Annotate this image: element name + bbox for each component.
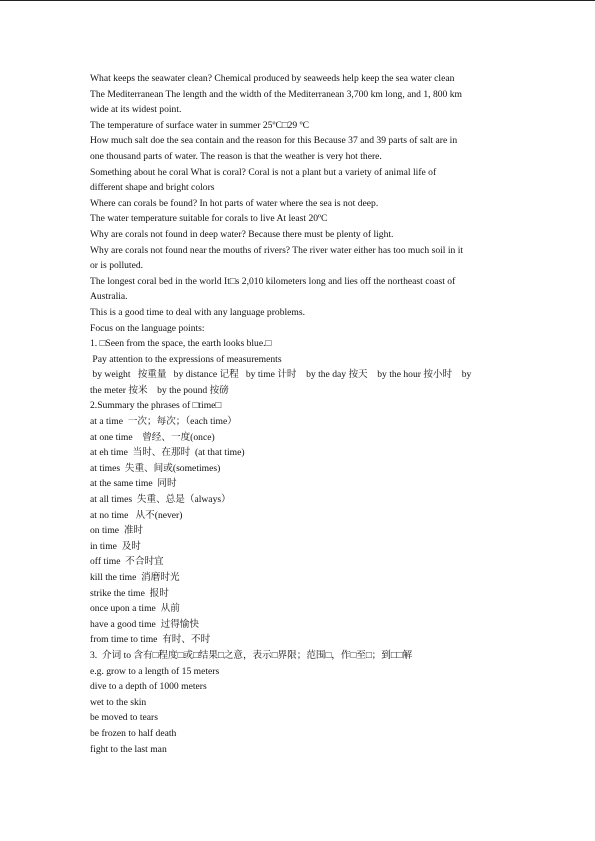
document-body — [90, 71, 506, 757]
text-line: Australia. — [90, 291, 128, 303]
text-line: from time to time 有时、不时 — [90, 634, 211, 646]
text-line: The temperature of surface water in summer 25ºC□29 ºC — [90, 119, 310, 131]
text-line: The water temperature suitable for corals to live At least 20ºC — [90, 213, 328, 225]
text-line: at all times 失重、总是（always） — [90, 494, 231, 506]
text-line: wet to the skin — [90, 696, 147, 708]
text-line: 3. 介词 to 含有□程度□或□结果□之意，表示□界限；范围□，作□至□；到□□解 — [90, 649, 413, 661]
text-line: Pay attention to the expressions of measurements — [90, 353, 282, 365]
text-line: Why are corals not found in deep water? Because there must be plenty of light. — [90, 228, 394, 240]
text-line: The Mediterranean The length and the width of the Mediterranean 3,700 km long, and 1, 800 km — [90, 88, 463, 100]
text-line: 2.Summary the phrases of □time□ — [90, 400, 222, 412]
text-line: wide at its widest point. — [90, 104, 182, 116]
text-line: What keeps the seawater clean? Chemical produced by seaweeds help keep the sea water clean — [90, 73, 455, 84]
text-line: the meter 按米 by the pound 按磅 — [90, 384, 229, 396]
text-line: once upon a time 从前 — [90, 603, 180, 615]
text-line: off time 不合时宜 — [90, 556, 164, 568]
text-line: The longest coral bed in the world It□s 2,010 kilometers long and lies off the northeast coast of — [90, 275, 456, 287]
text-line: be frozen to half death — [90, 727, 177, 739]
text-line: at the same time 同时 — [90, 478, 177, 490]
text-line: e.g. grow to a length of 15 meters — [90, 665, 220, 677]
text-line: one thousand parts of water. The reason is that the weather is very hot there. — [90, 150, 382, 162]
text-line: or is polluted. — [90, 260, 144, 272]
text-line: dive to a depth of 1000 meters — [90, 681, 207, 693]
text-line: at eh time 当时、在那时 (at that time) — [90, 447, 245, 459]
text-line: How much salt doe the sea contain and the reason for this Because 37 and 39 parts of salt are in — [90, 135, 458, 147]
text-line: in time 及时 — [90, 540, 141, 552]
text-line: by weight 按重量 by distance 记程 by time 计时 by the day 按天 by the hour 按小时 by — [90, 369, 472, 381]
text-line: Something about he coral What is coral? Coral is not a plant but a variety of animal life of — [90, 166, 437, 178]
text-line: on time 准时 — [90, 525, 144, 537]
text-line: at a time 一次；每次；（each time） — [90, 416, 237, 428]
text-line: be moved to tears — [90, 712, 158, 724]
text-line: 1. □Seen from the space, the earth looks blue.□ — [90, 338, 272, 350]
text-line: Why are corals not found near the mouths of rivers? The river water either has too much soil in it — [90, 244, 464, 256]
text-line: Focus on the language points: — [90, 322, 205, 334]
text-line: different shape and bright colors — [90, 182, 215, 194]
text-line: at no time 从不(never) — [90, 509, 183, 521]
text-line: at times 失重、间或(sometimes) — [90, 462, 221, 474]
text-line: Where can corals be found? In hot parts of water where the sea is not deep. — [90, 197, 379, 209]
top-border-line — [0, 0, 595, 1]
text-line: strike the time 报时 — [90, 587, 169, 599]
text-line: at one time 曾经、一度(once) — [90, 431, 215, 443]
text-line: kill the time 消磨时光 — [90, 572, 180, 583]
text-line: fight to the last man — [90, 743, 167, 755]
text-line: This is a good time to deal with any language problems. — [90, 306, 306, 318]
text-line: have a good time 过得愉快 — [90, 618, 199, 630]
